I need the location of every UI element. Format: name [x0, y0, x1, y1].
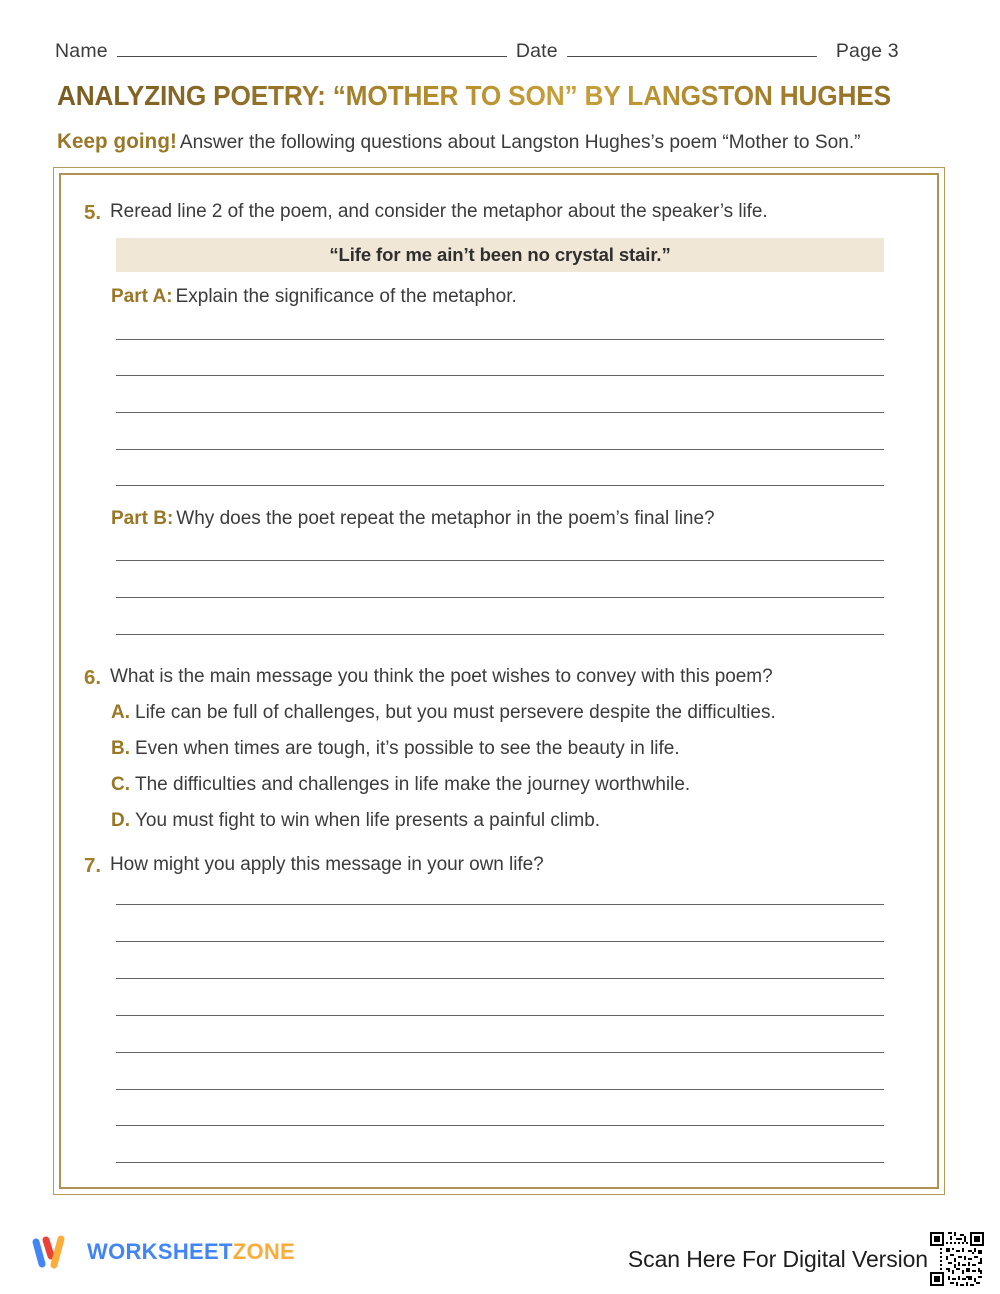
answer-line[interactable]	[116, 560, 884, 561]
logo-word-worksheet: WORKSHEET	[87, 1239, 233, 1264]
poem-quote-box	[116, 238, 884, 272]
poem-quote-text: “Life for me ain’t been no crystal stair.”	[329, 244, 671, 265]
choice-b-letter: B.	[111, 738, 130, 759]
answer-line[interactable]	[116, 449, 884, 450]
choice-a-text: Life can be full of challenges, but you must persevere despite the difficulties.	[135, 702, 776, 723]
question-6-choice-c[interactable]	[111, 773, 690, 797]
choice-c-letter: C.	[111, 774, 130, 795]
name-label: Name	[55, 40, 108, 62]
question-6-choice-a[interactable]	[111, 701, 776, 725]
part-b-label: Part B:	[111, 508, 174, 529]
answer-line[interactable]	[116, 634, 884, 635]
answer-line[interactable]	[116, 1125, 884, 1126]
answer-line[interactable]	[116, 597, 884, 598]
choice-b-text: Even when times are tough, it’s possible to see the beauty in life.	[135, 738, 680, 759]
instructions-kicker: Keep going!	[57, 130, 177, 153]
answer-line[interactable]	[116, 1052, 884, 1053]
answer-line[interactable]	[116, 904, 884, 905]
question-7	[84, 853, 904, 879]
part-a-label: Part A:	[111, 286, 173, 307]
answer-line[interactable]	[116, 485, 884, 486]
answer-line[interactable]	[116, 1162, 884, 1163]
page-title: ANALYZING POETRY: “MOTHER TO SON” BY LANGSTON HUGHES	[57, 80, 917, 112]
instructions	[57, 130, 939, 154]
question-6-text: What is the main message you think the poet wishes to convey with this poem?	[110, 666, 773, 687]
worksheet-zone-logo[interactable]	[30, 1232, 295, 1272]
question-5-part-b	[111, 507, 715, 531]
question-5-part-a	[111, 285, 517, 309]
page-footer	[0, 1218, 1000, 1294]
date-write-line[interactable]	[567, 56, 817, 57]
scan-instruction-text: Scan Here For Digital Version	[627, 1246, 928, 1272]
question-6	[84, 665, 904, 691]
question-5-number: 5.	[84, 201, 102, 224]
worksheet-zone-logo-icon	[30, 1232, 76, 1272]
answer-line[interactable]	[116, 375, 884, 376]
choice-d-text: You must fight to win when life presents a painful climb.	[135, 810, 601, 831]
answer-line[interactable]	[116, 412, 884, 413]
part-a-text: Explain the significance of the metaphor.	[175, 286, 517, 307]
choice-d-letter: D.	[111, 810, 130, 831]
page-number: Page 3	[835, 40, 899, 62]
question-7-text: How might you apply this message in your own life?	[110, 854, 544, 875]
question-5	[84, 200, 904, 226]
date-label: Date	[515, 40, 558, 62]
question-6-choice-d[interactable]	[111, 809, 600, 833]
content-frame	[53, 167, 945, 1195]
qr-code[interactable]	[928, 1230, 986, 1288]
answer-line[interactable]	[116, 1015, 884, 1016]
answer-line[interactable]	[116, 1089, 884, 1090]
answer-line[interactable]	[116, 339, 884, 340]
answer-line[interactable]	[116, 978, 884, 979]
worksheet-zone-logo-text	[87, 1239, 295, 1265]
question-6-choice-b[interactable]	[111, 737, 680, 761]
worksheet-header	[55, 40, 945, 66]
questions-container	[54, 168, 946, 1196]
question-7-number: 7.	[84, 854, 102, 877]
logo-word-zone: ZONE	[232, 1239, 296, 1264]
name-write-line[interactable]	[117, 56, 507, 57]
choice-a-letter: A.	[111, 702, 130, 723]
instructions-text: Answer the following questions about Langston Hughes’s poem “Mother to Son.”	[179, 131, 861, 153]
question-6-number: 6.	[84, 666, 102, 689]
answer-line[interactable]	[116, 941, 884, 942]
choice-c-text: The difficulties and challenges in life make the journey worthwhile.	[135, 774, 691, 795]
question-5-text: Reread line 2 of the poem, and consider the metaphor about the speaker’s life.	[110, 201, 768, 222]
part-b-text: Why does the poet repeat the metaphor in the poem’s final line?	[176, 508, 715, 529]
